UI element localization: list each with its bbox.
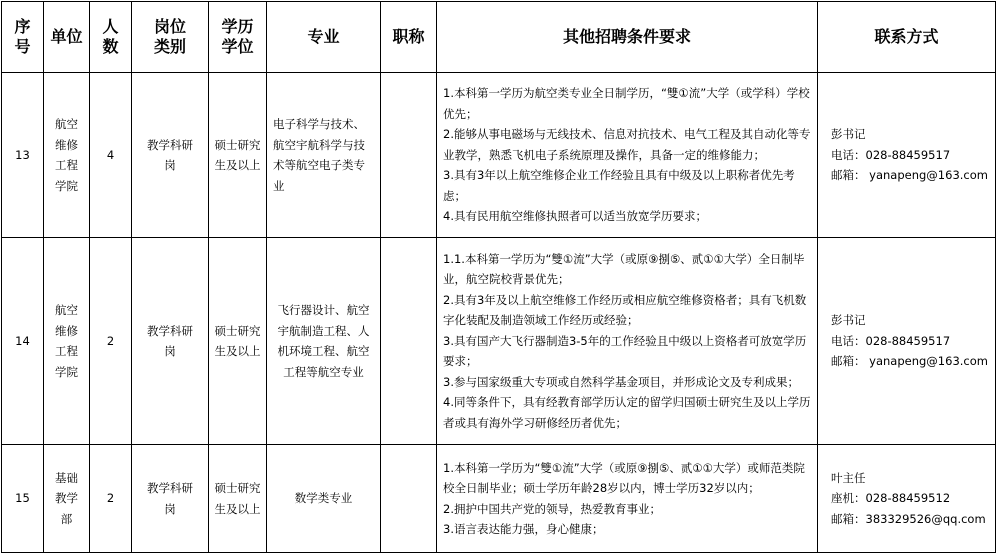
header-category: 岗位类别 <box>132 2 209 73</box>
requirement-item: 3.具有3年以上航空维修企业工作经验且具有中级及以上职称者优先考虑； <box>443 168 795 203</box>
recruitment-table <box>1 1 996 553</box>
header-education: 学历学位 <box>209 2 267 73</box>
row-major: 数学类专业 <box>267 445 381 553</box>
row-education: 硕士研究生及以上 <box>209 238 267 445</box>
table-row <box>2 445 996 553</box>
requirement-item: 2.具有3年及以上航空维修工作经历或相应航空维修资格者；具有飞机数字化装配及制造领域工作经历或经验； <box>443 292 807 328</box>
requirement-item: 3.具有国产大飞行器制造3-5年的工作经验且中级以上资格者可放宽学历要求； <box>443 333 807 369</box>
contact-name: 叶主任 <box>831 470 866 485</box>
row-seq: 15 <box>2 445 44 553</box>
row-seq: 13 <box>2 73 44 238</box>
requirement-item: 2.拥护中国共产党的领导，热爱教育事业； <box>443 501 661 516</box>
requirement-item: 4.同等条件下，具有经教育部学历认定的留学归国硕士研究生及以上学历者或具有海外学习研修经历者优先； <box>443 395 811 430</box>
table-row <box>2 73 996 238</box>
contact-phone: 电话：028-88459517 <box>831 333 951 348</box>
row-category: 教学科研岗 <box>132 73 209 238</box>
contact-email: 邮箱： yanapeng@163.com <box>831 354 988 369</box>
row-seq: 14 <box>2 238 44 445</box>
header-contact: 联系方式 <box>818 2 996 73</box>
contact-phone: 电话：028-88459517 <box>831 147 951 162</box>
contact-name: 彭书记 <box>831 313 866 328</box>
header-requirements: 其他招聘条件要求 <box>437 2 818 73</box>
row-requirements <box>437 445 818 553</box>
row-title <box>381 238 437 445</box>
row-major: 电子科学与技术、航空宇航科学与技术等航空电子类专业 <box>267 73 381 238</box>
table-row <box>2 238 996 445</box>
row-count: 2 <box>90 238 132 445</box>
row-unit: 航空维修工程学院 <box>44 238 90 445</box>
requirement-item: 3.语言表达能力强，身心健康； <box>443 522 604 536</box>
requirement-item: 1.本科第一学历为航空类专业全日制学历，“雙①流”大学（或学科）学校优先； <box>443 86 810 121</box>
header-count: 人数 <box>90 2 132 73</box>
row-education: 硕士研究生及以上 <box>209 445 267 553</box>
contact-name: 彭书记 <box>831 127 866 142</box>
header-title: 职称 <box>381 2 437 73</box>
header-major: 专业 <box>267 2 381 73</box>
requirement-item: 2.能够从事电磁场与无线技术、信息对抗技术、电气工程及其自动化等专业教学，熟悉飞机电子系统原理及操作，具备一定的维修能力； <box>443 127 811 162</box>
row-count: 2 <box>90 445 132 553</box>
requirement-item: 1.本科第一学历为“雙①流”大学（或原⑨捌⑤、贰①①大学）或师范类院校全日制毕业；硕士学历年龄28岁以内，博士学历32岁以内； <box>443 460 805 495</box>
row-contact <box>818 445 996 553</box>
contact-email: 邮箱： yanapeng@163.com <box>831 168 988 183</box>
row-unit: 基础教学部 <box>44 445 90 553</box>
header-unit: 单位 <box>44 2 90 73</box>
row-title <box>381 73 437 238</box>
row-contact <box>818 238 996 445</box>
requirement-item: 1.1.本科第一学历为“雙①流”大学（或原⑨捌⑤、贰①①大学）全日制毕业，航空院校背景优先； <box>443 251 805 287</box>
row-category: 教学科研岗 <box>132 445 209 553</box>
row-education: 硕士研究生及以上 <box>209 73 267 238</box>
row-category: 教学科研岗 <box>132 238 209 445</box>
row-contact <box>818 73 996 238</box>
row-major: 飞行器设计、航空宇航制造工程、人机环境工程、航空工程等航空专业 <box>267 238 381 445</box>
row-count: 4 <box>90 73 132 238</box>
row-requirements <box>437 238 818 445</box>
requirement-item: 4.具有民用航空维修执照者可以适当放宽学历要求； <box>443 209 707 224</box>
header-row <box>2 2 996 73</box>
contact-email: 邮箱：383329526@qq.com <box>831 511 986 526</box>
row-unit: 航空维修工程学院 <box>44 73 90 238</box>
contact-phone: 座机：028-88459512 <box>831 491 951 506</box>
requirement-item: 3.参与国家级重大专项或自然科学基金项目，并形成论文及专利成果； <box>443 374 799 389</box>
row-title <box>381 445 437 553</box>
header-seq: 序号 <box>2 2 44 73</box>
row-requirements <box>437 73 818 238</box>
